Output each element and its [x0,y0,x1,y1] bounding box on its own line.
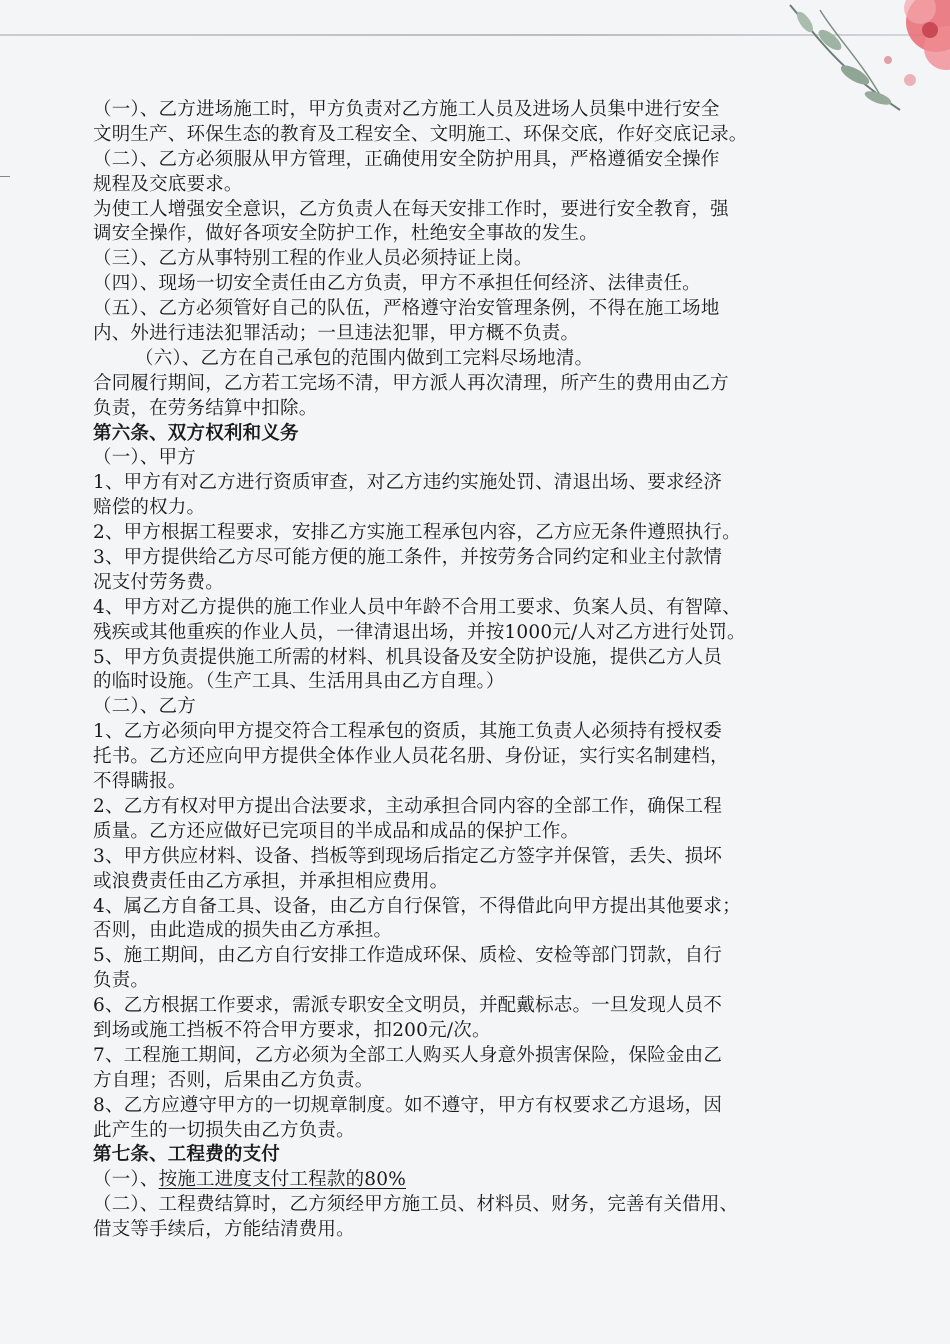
text-line: 的临时设施。（生产工具、生活用具由乙方自理。） [93,671,505,693]
text-line: （五）、乙方必须管好自己的队伍，严格遵守治安管理条例，不得在施工场地 [93,298,720,320]
text-line: 5、施工期间，由乙方自行安排工作造成环保、质检、安检等部门罚款，自行 [93,945,723,967]
section-heading: 第七条、工程费的支付 [93,1144,281,1166]
underlined-text: 按施工进度支付工程款的80% [158,1169,406,1191]
text-line: 8、乙方应遵守甲方的一切规章制度。如不遵守，甲方有权要求乙方退场，因 [93,1094,723,1116]
section-heading: 第六条、双方权利和义务 [93,422,299,444]
text-line: 2、乙方有权对甲方提出合法要求，主动承担合同内容的全部工作，确保工程 [93,795,723,817]
text-line: 4、甲方对乙方提供的施工作业人员中年龄不合用工要求、负案人员、有智障、 [93,596,741,618]
text-line: 2、甲方根据工程要求，安排乙方实施工程承包内容，乙方应无条件遵照执行。 [93,522,741,544]
text-line: 文明生产、环保生态的教育及工程安全、文明施工、环保交底，作好交底记录。 [93,123,748,145]
text-line: 质量。乙方还应做好已完项目的半成品和成品的保护工作。 [93,820,580,842]
text-line: 3、甲方提供给乙方尽可能方便的施工条件，并按劳务合同约定和业主付款情 [93,547,723,569]
text-line: 内、外进行违法犯罪活动；一旦违法犯罪，甲方概不负责。 [93,323,580,345]
text-line: 借支等手续后，方能结清费用。 [93,1219,355,1241]
text-line: 5、甲方负责提供施工所需的材料、机具设备及安全防护设施，提供乙方人员 [93,646,723,668]
text-line: 不得瞒报。 [93,771,187,793]
text-line: 此产生的一切损失由乙方负责。 [93,1119,355,1141]
text-line: （一）、乙方进场施工时，甲方负责对乙方施工人员及进场人员集中进行安全 [93,99,720,120]
text-line: （一）、按施工进度支付工程款的80% [93,1169,406,1191]
text-line: 1、乙方必须向甲方提交符合工程承包的资质，其施工负责人必须持有授权委 [93,721,723,743]
text-line: 或浪费责任由乙方承担，并承担相应费用。 [93,870,449,892]
text-line: （二）、工程费结算时，乙方须经甲方施工员、材料员、财务，完善有关借用、 [93,1194,739,1216]
text-line: 况支付劳务费。 [93,571,224,593]
document-body [93,98,863,1243]
text-line: （六）、乙方在自己承包的范围内做到工完料尽场地清。 [135,347,594,369]
text-line: 否则，由此造成的损失由乙方承担。 [93,920,393,942]
text-line: 规程及交底要求。 [93,173,243,195]
text-line: 赔偿的权力。 [93,497,206,519]
text-line: 6、乙方根据工作要求，需派专职安全文明员，并配戴标志。一旦发现人员不 [93,995,723,1017]
text-line: 调安全操作，做好各项安全防护工作，杜绝安全事故的发生。 [93,223,598,245]
text-line: （三）、乙方从事特别工程的作业人员必须持证上岗。 [93,248,533,270]
text-line: 为使工人增强安全意识，乙方负责人在每天安排工作时，要进行安全教育，强 [93,198,729,220]
text-line: 4、属乙方自备工具、设备，由乙方自行保管，不得借此向甲方提出其他要求； [93,895,741,917]
text-line: （二）、乙方必须服从甲方管理，正确使用安全防护用具，严格遵循安全操作 [93,148,720,170]
margin-mark [0,176,10,177]
text-line: 到场或施工挡板不符合甲方要求，扣200元/次。 [93,1019,491,1041]
text-line: 合同履行期间，乙方若工完场不清，甲方派人再次清理，所产生的费用由乙方 [93,372,729,394]
text-line: （四）、现场一切安全责任由乙方负责，甲方不承担任何经济、法律责任。 [93,273,701,295]
text-line: （二）、乙方 [93,696,196,718]
text-line: 1、甲方有对乙方进行资质审查，对乙方违约实施处罚、清退出场、要求经济 [93,472,723,494]
text-line: 7、工程施工期间，乙方必须为全部工人购买人身意外损害保险，保险金由乙 [93,1044,723,1066]
text-line: 方自理；否则，后果由乙方负责。 [93,1069,374,1091]
text-line: 残疾或其他重疾的作业人员，一律清退出场，并按1000元/人对乙方进行处罚。 [93,621,746,643]
text-line: 负责，在劳务结算中扣除。 [93,397,318,419]
text-line: 3、甲方供应材料、设备、挡板等到现场后指定乙方签字并保管，丢失、损坏 [93,845,723,867]
text-line: 托书。乙方还应向甲方提供全体作业人员花名册、身份证，实行实名制建档， [93,746,729,768]
text-line: 负责。 [93,970,150,992]
text-line: （一）、甲方 [93,447,196,469]
